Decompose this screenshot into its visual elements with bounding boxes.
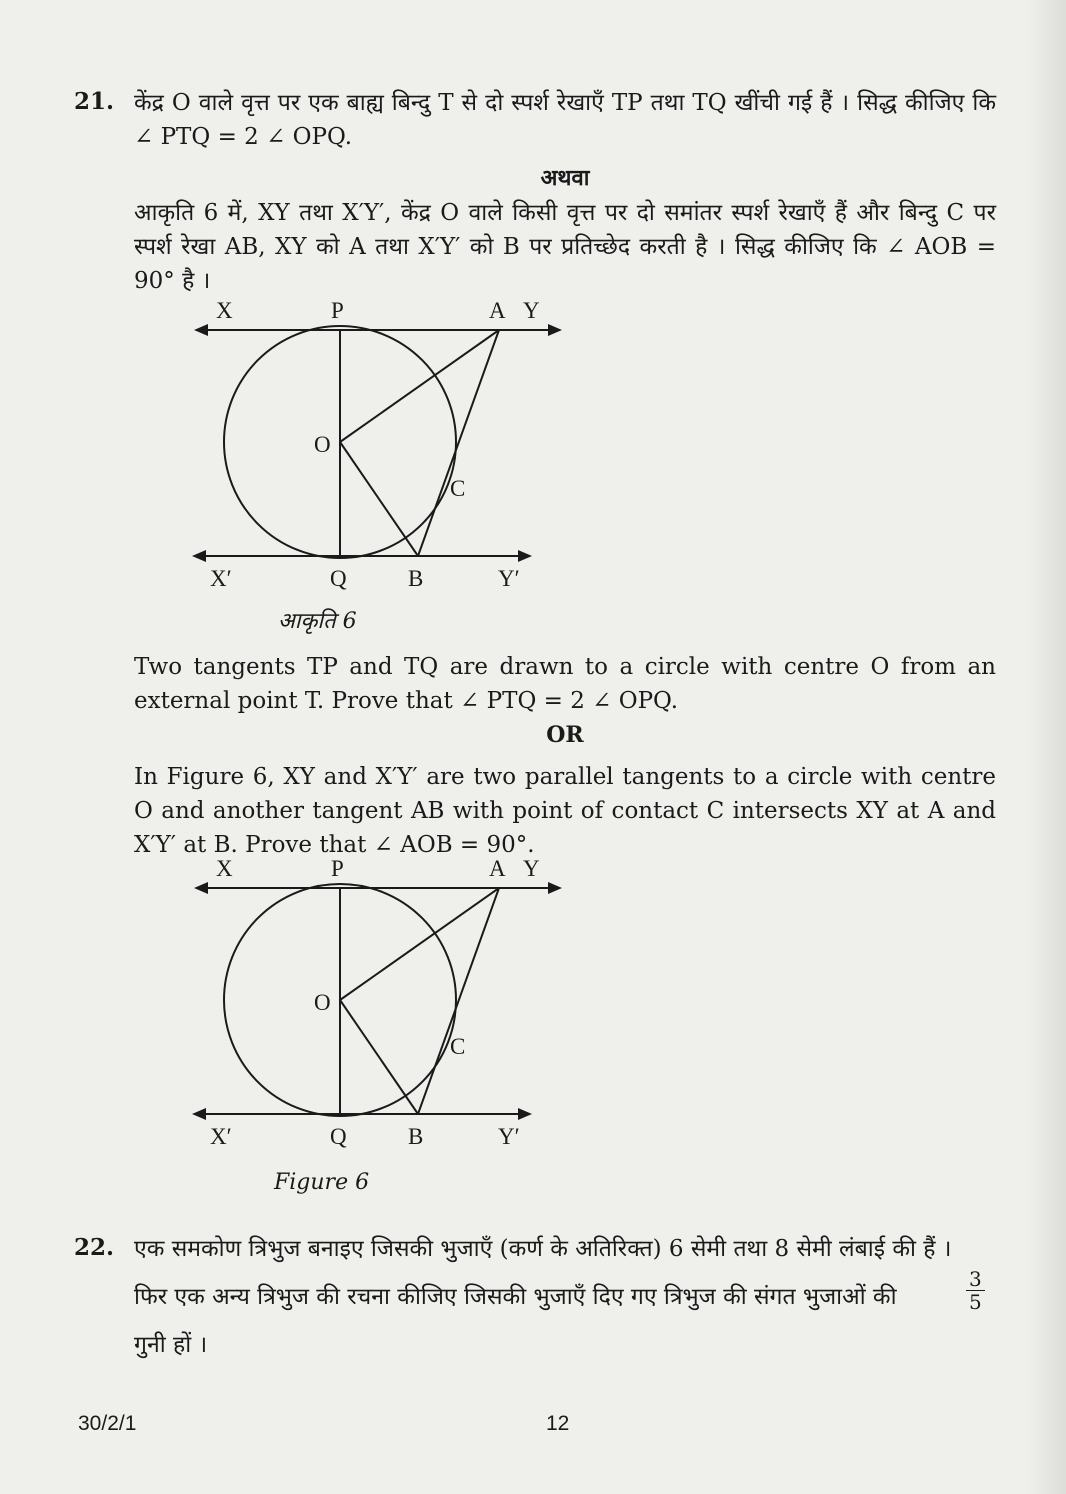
label-c: C xyxy=(450,1034,466,1059)
question-21-number: 21. xyxy=(74,88,115,115)
figure-6-english xyxy=(180,850,580,1164)
arrow-x-icon xyxy=(194,324,208,336)
fraction-denominator: 5 xyxy=(969,1290,982,1314)
label-o: O xyxy=(314,432,331,457)
label-a: A xyxy=(489,856,506,881)
label-a: A xyxy=(489,298,506,323)
figure-6-english-caption: Figure 6 xyxy=(274,1170,370,1195)
question-21-hindi-alternative: आकृति 6 में, XY तथा X′Y′, केंद्र O वाले किसी वृत्त पर दो समांतर स्पर्श रेखाएँ हैं और बिन्दु C पर स्पर्श रेखा AB, XY को A तथा X′Y′ को B पर प्रतिच्छेद करती है । सिद्ध कीजिए कि ∠ AOB = 90° है । xyxy=(134,200,996,294)
label-x: X xyxy=(216,856,233,881)
question-22-hindi-line-2: फिर एक अन्य त्रिभुज की रचना कीजिए जिसकी भुजाएँ दिए गए त्रिभुज की संगत भुजाओं की xyxy=(134,1284,897,1310)
question-22-hindi-line-1: एक समकोण त्रिभुज बनाइए जिसकी भुजाएँ (कर्ण के अतिरिक्त) 6 सेमी तथा 8 सेमी लंबाई की हैं । xyxy=(134,1236,952,1262)
fraction-numerator: 3 xyxy=(966,1268,985,1291)
question-21-english-alternative: In Figure 6, XY and X′Y′ are two parallel tangents to a circle with centre O and another tangent AB with point of contact C intersects XY at A and X′Y′ at B. Prove that ∠ AOB = 90°. xyxy=(134,764,996,858)
arrow-x-prime-icon xyxy=(192,550,206,562)
segment-oa xyxy=(340,330,499,442)
label-b: B xyxy=(408,1124,424,1149)
label-c: C xyxy=(450,476,466,501)
label-y-prime: Y′ xyxy=(498,1124,520,1149)
label-p: P xyxy=(331,298,344,323)
figure-6-hindi xyxy=(180,292,580,606)
tangent-ab xyxy=(418,888,499,1114)
label-b: B xyxy=(408,566,424,591)
page-number: 12 xyxy=(546,1412,570,1435)
fraction-three-fifths xyxy=(966,1268,985,1313)
figure-6-english-diagram xyxy=(180,850,580,1160)
label-y: Y xyxy=(523,298,540,323)
arrow-y-icon xyxy=(548,882,562,894)
label-x-prime: X′ xyxy=(210,1124,232,1149)
label-o: O xyxy=(314,990,331,1015)
figure-6-hindi-caption: आकृति 6 xyxy=(278,609,357,634)
label-q: Q xyxy=(330,1124,347,1149)
figure-6-hindi-diagram xyxy=(180,292,580,602)
paper-code: 30/2/1 xyxy=(78,1412,137,1435)
label-x-prime: X′ xyxy=(210,566,232,591)
question-22-hindi-line-3: गुनी हों । xyxy=(134,1332,208,1358)
label-y-prime: Y′ xyxy=(498,566,520,591)
segment-ob xyxy=(340,442,418,556)
question-22-number: 22. xyxy=(74,1234,115,1261)
label-x: X xyxy=(216,298,233,323)
question-21-hindi-text: केंद्र O वाले वृत्त पर एक बाह्य बिन्दु T से दो स्पर्श रेखाएँ TP तथा TQ खींची गई हैं । सिद्ध कीजिए कि ∠ PTQ = 2 ∠ OPQ. xyxy=(134,90,996,150)
arrow-x-prime-icon xyxy=(192,1108,206,1120)
hindi-or-label: अथवा xyxy=(540,165,590,191)
label-p: P xyxy=(331,856,344,881)
question-21-english-text: Two tangents TP and TQ are drawn to a circle with centre O from an external point T. Prove that ∠ PTQ = 2 ∠ OPQ. xyxy=(134,654,996,714)
arrow-x-icon xyxy=(194,882,208,894)
scan-shadow xyxy=(1026,0,1066,1494)
arrow-y-prime-icon xyxy=(518,1108,532,1120)
segment-ob xyxy=(340,1000,418,1114)
segment-oa xyxy=(340,888,499,1000)
english-or-label: OR xyxy=(546,722,584,748)
label-y: Y xyxy=(523,856,540,881)
tangent-ab xyxy=(418,330,499,556)
arrow-y-prime-icon xyxy=(518,550,532,562)
label-q: Q xyxy=(330,566,347,591)
arrow-y-icon xyxy=(548,324,562,336)
